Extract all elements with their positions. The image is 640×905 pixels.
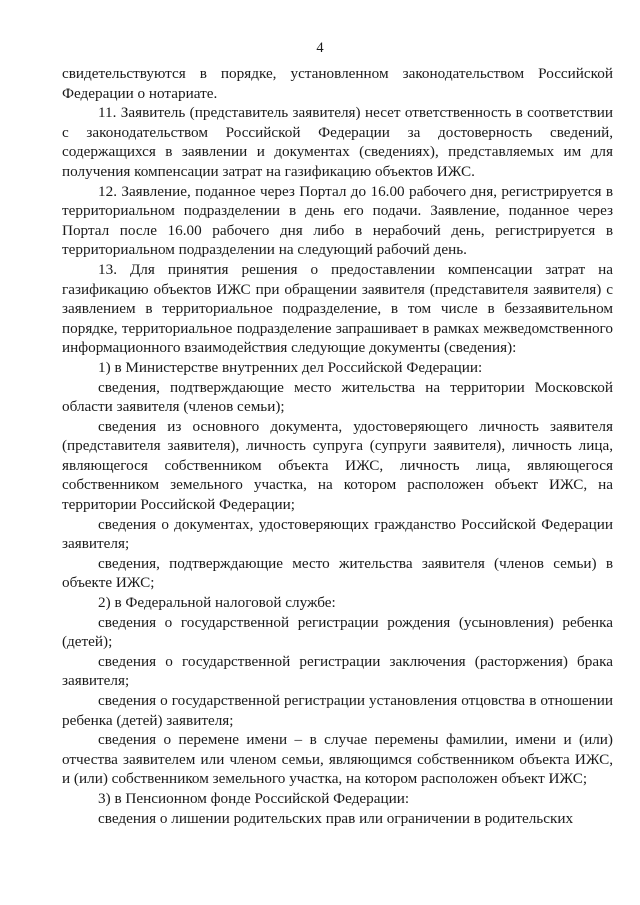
list-item: сведения о лишении родительских прав или ограничении в родительских bbox=[98, 809, 574, 827]
subitem-fns-heading: 2) в Федеральной налоговой службе: bbox=[98, 594, 336, 612]
paragraph-continuation: свидетельствуются в порядке, установленном законодательством Российской Федерации о нотариате. bbox=[62, 65, 613, 102]
list-item: сведения о перемене имени – в случае перемены фамилии, имени и (или) отчества заявителем или членом семьи, являющимся собственником объекта ИЖС, и (или) собственником земельного участка, на котором расположен объект ИЖС; bbox=[62, 731, 613, 788]
list-item: сведения о документах, удостоверяющих гражданство Российской Федерации заявителя; bbox=[62, 515, 613, 553]
page-number: 4 bbox=[316, 40, 324, 56]
document-body bbox=[62, 64, 613, 828]
list-item: сведения, подтверждающие место жительства на территории Московской области заявителя (членов семьи); bbox=[62, 378, 613, 416]
list-item: сведения из основного документа, удостоверяющего личность заявителя (представителя заявителя), личность супруга (супруги заявителя), личность лица, являющегося собственником объекта ИЖС, личность лица, являющегося собственником земельного участка, на котором расположен объект ИЖС, на территории Российской Федерации; bbox=[62, 417, 613, 514]
list-item: сведения о государственной регистрации заключения (расторжения) брака заявителя; bbox=[62, 652, 613, 690]
subitem-mvd-heading: 1) в Министерстве внутренних дел Российской Федерации: bbox=[98, 358, 483, 376]
paragraph-item-13: 13. Для принятия решения о предоставлении компенсации затрат на газификацию объектов ИЖС при обращении заявителя (представителя заявителя) с заявлением в территориальное подразделение, в том числе в беззаявительном порядке, территориальное подразделение запрашивает в рамках межведомственного информационного взаимодействия следующие документы (сведения): bbox=[62, 260, 613, 357]
list-item: сведения, подтверждающие место жительства заявителя (членов семьи) в объекте ИЖС; bbox=[62, 554, 613, 592]
paragraph-item-11: 11. Заявитель (представитель заявителя) несет ответственность в соответствии с законодательством Российской Федерации за достоверность сведений, содержащихся в заявлении и документах (сведениях), представляемых им для получения компенсации затрат на газификацию объектов ИЖС. bbox=[62, 104, 613, 180]
paragraph-item-12: 12. Заявление, поданное через Портал до 16.00 рабочего дня, регистрируется в территориальном подразделении в день его подачи. Заявление, поданное через Портал после 16.00 рабочего дня либо в нерабочий день, регистрируется в территориальном подразделении на следующий рабочий день. bbox=[62, 182, 613, 259]
list-item: сведения о государственной регистрации рождения (усыновления) ребенка (детей); bbox=[62, 613, 613, 651]
list-item: сведения о государственной регистрации установления отцовства в отношении ребенка (детей) заявителя; bbox=[62, 692, 613, 729]
subitem-pfr-heading: 3) в Пенсионном фонде Российской Федерации: bbox=[98, 789, 410, 807]
